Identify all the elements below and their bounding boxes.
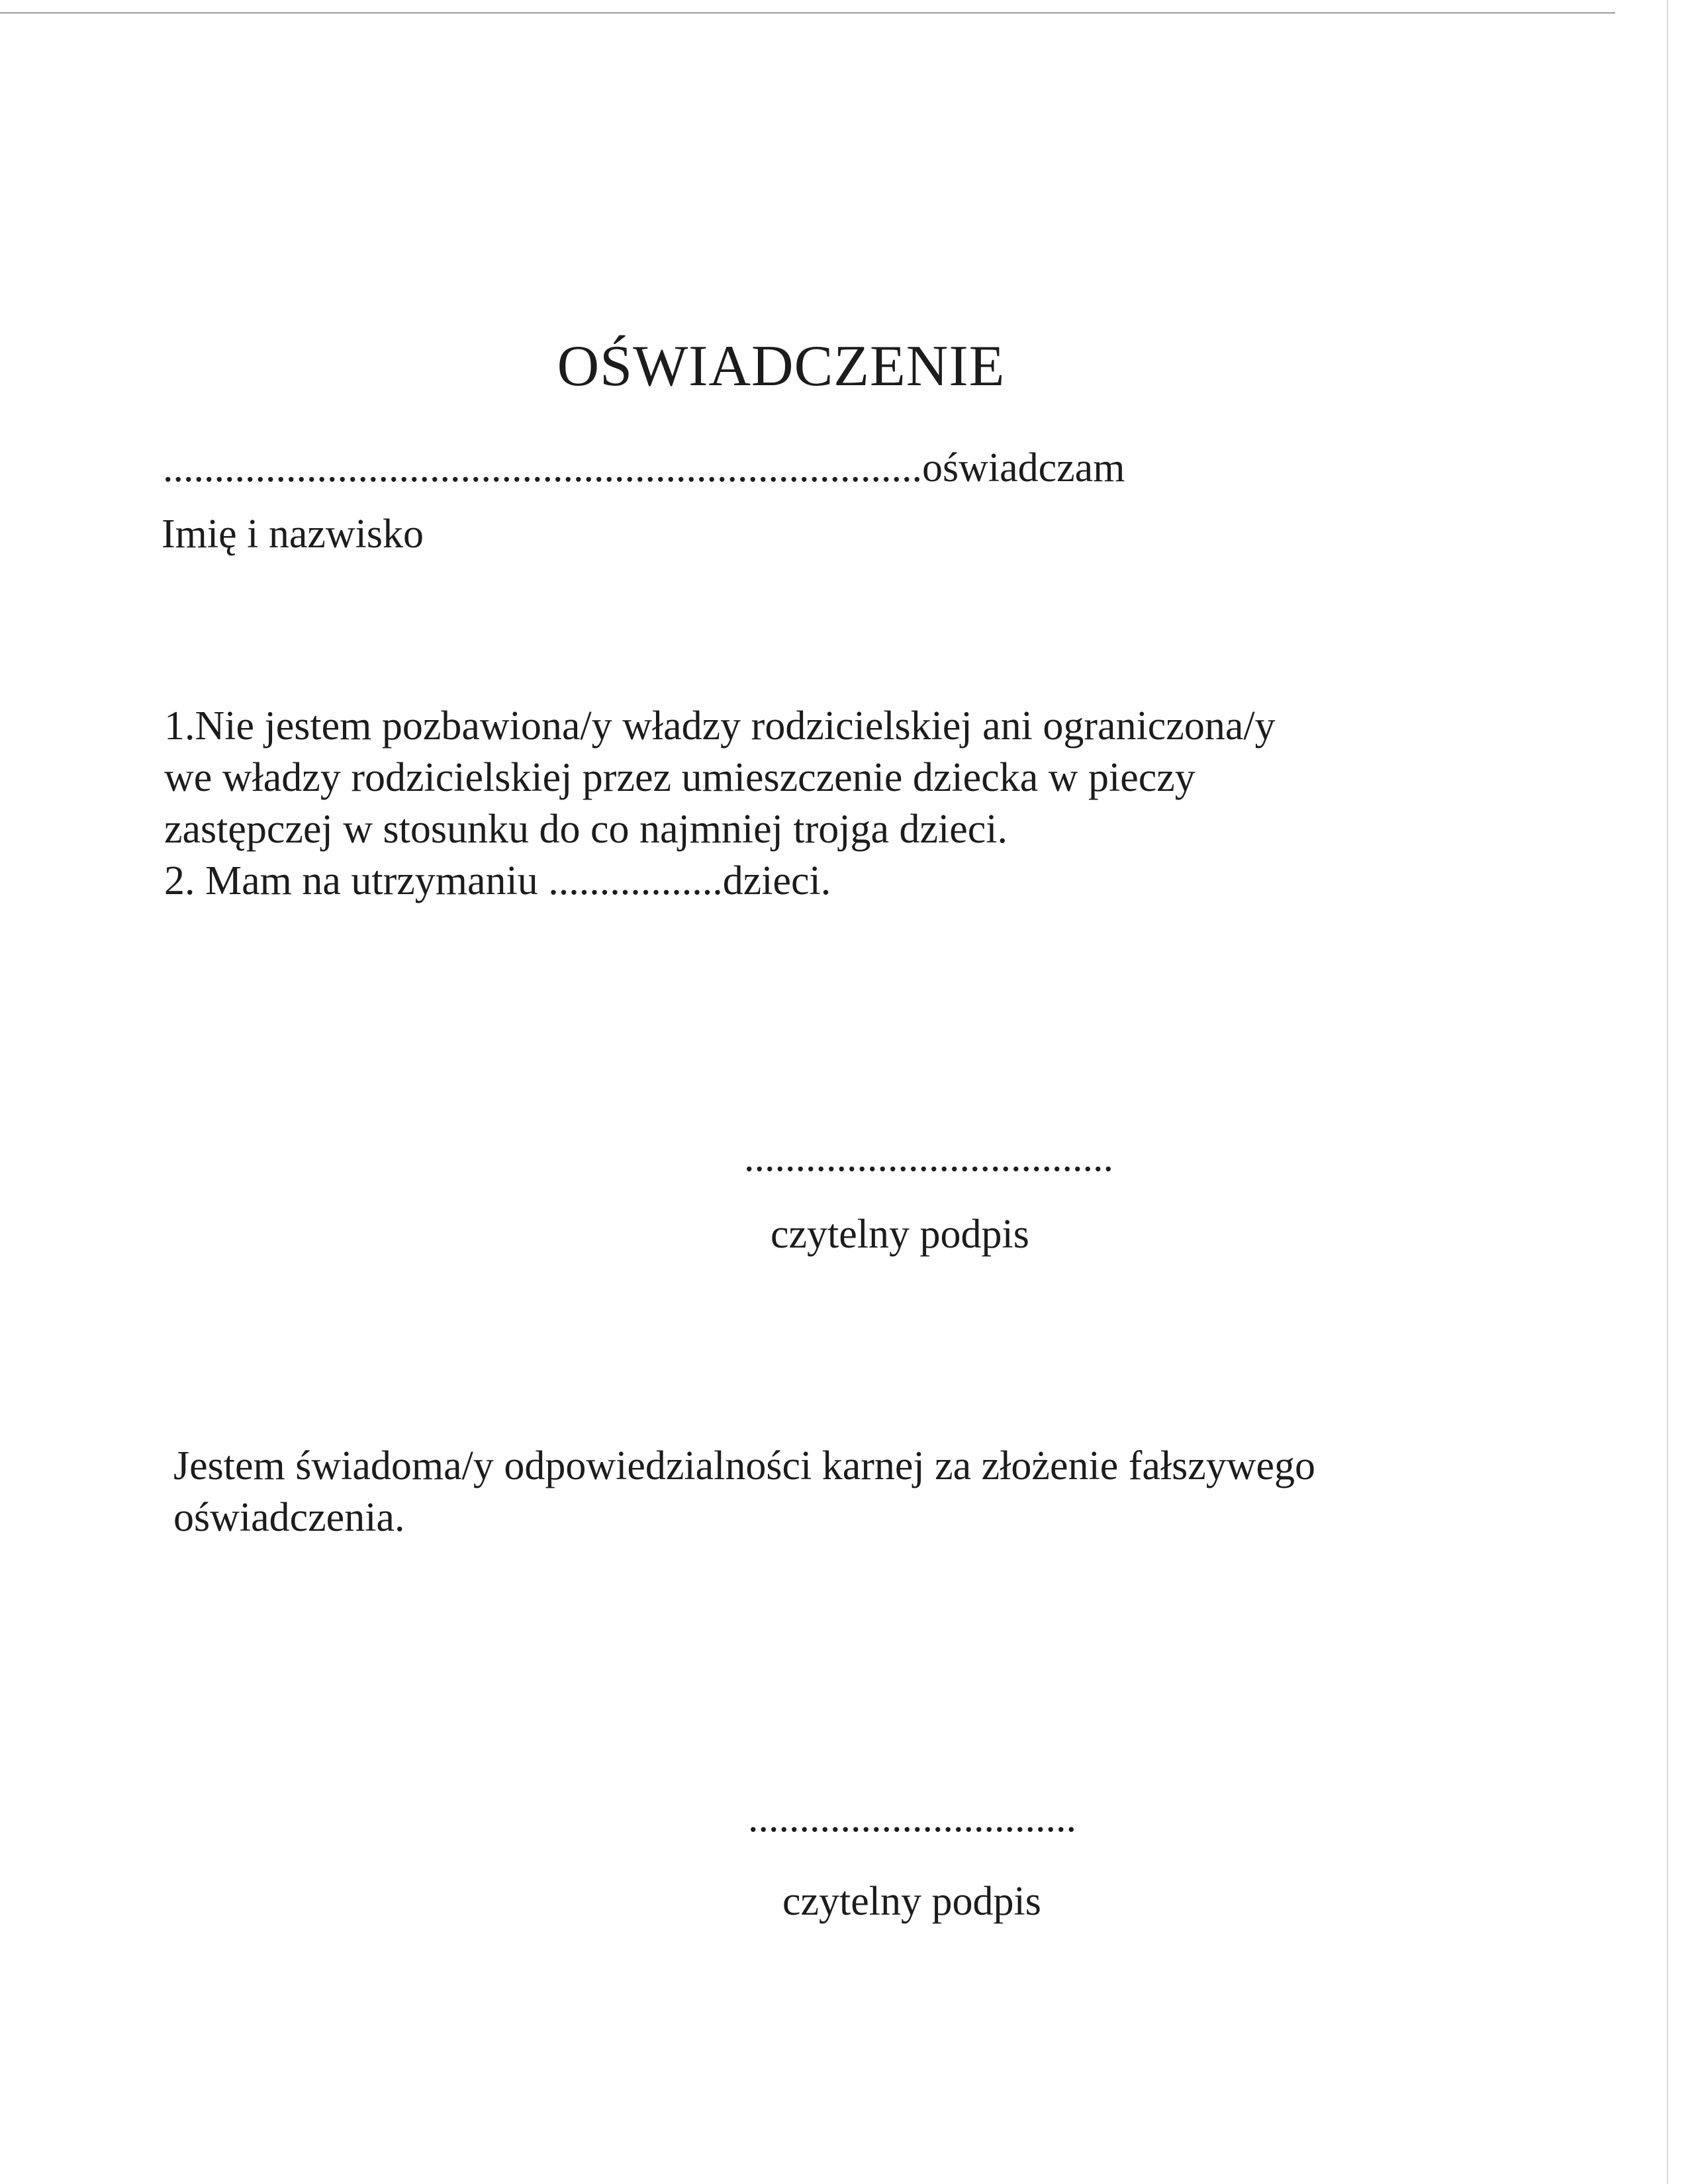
statement-line-1: 1.Nie jestem pozbawiona/y władzy rodzicielskiej ani ograniczona/y bbox=[164, 704, 1276, 749]
awareness-line-2: oświadczenia. bbox=[173, 1495, 405, 1540]
awareness-paragraph bbox=[173, 1440, 1315, 1543]
statement-paragraph bbox=[164, 700, 1276, 907]
statement-line-3: zastępczej w stosunku do co najmniej trojga dzieci. bbox=[164, 807, 1008, 852]
document-title: OŚWIADCZENIE bbox=[557, 334, 1006, 398]
awareness-line-1: Jestem świadoma/y odpowiedzialności karnej za złożenie fałszywego bbox=[173, 1443, 1316, 1488]
signature-1-dots: .................................... bbox=[744, 1135, 1113, 1180]
signature-2-label: czytelny podpis bbox=[782, 1879, 1041, 1924]
statement-line-2: we władzy rodzicielskiej przez umieszczenie dziecka w pieczy bbox=[164, 755, 1196, 800]
signature-1-label: czytelny podpis bbox=[771, 1212, 1029, 1257]
children-count-line: 2. Mam na utrzymaniu .................dzieci. bbox=[164, 858, 831, 903]
scan-right-edge bbox=[1667, 0, 1668, 2184]
scan-edge-line bbox=[0, 12, 1615, 14]
declarant-name-label: Imię i nazwisko bbox=[162, 512, 424, 557]
declarant-name-field: ..........................................................................oświadczam bbox=[163, 445, 1125, 490]
signature-2-dots: ................................ bbox=[748, 1796, 1076, 1841]
